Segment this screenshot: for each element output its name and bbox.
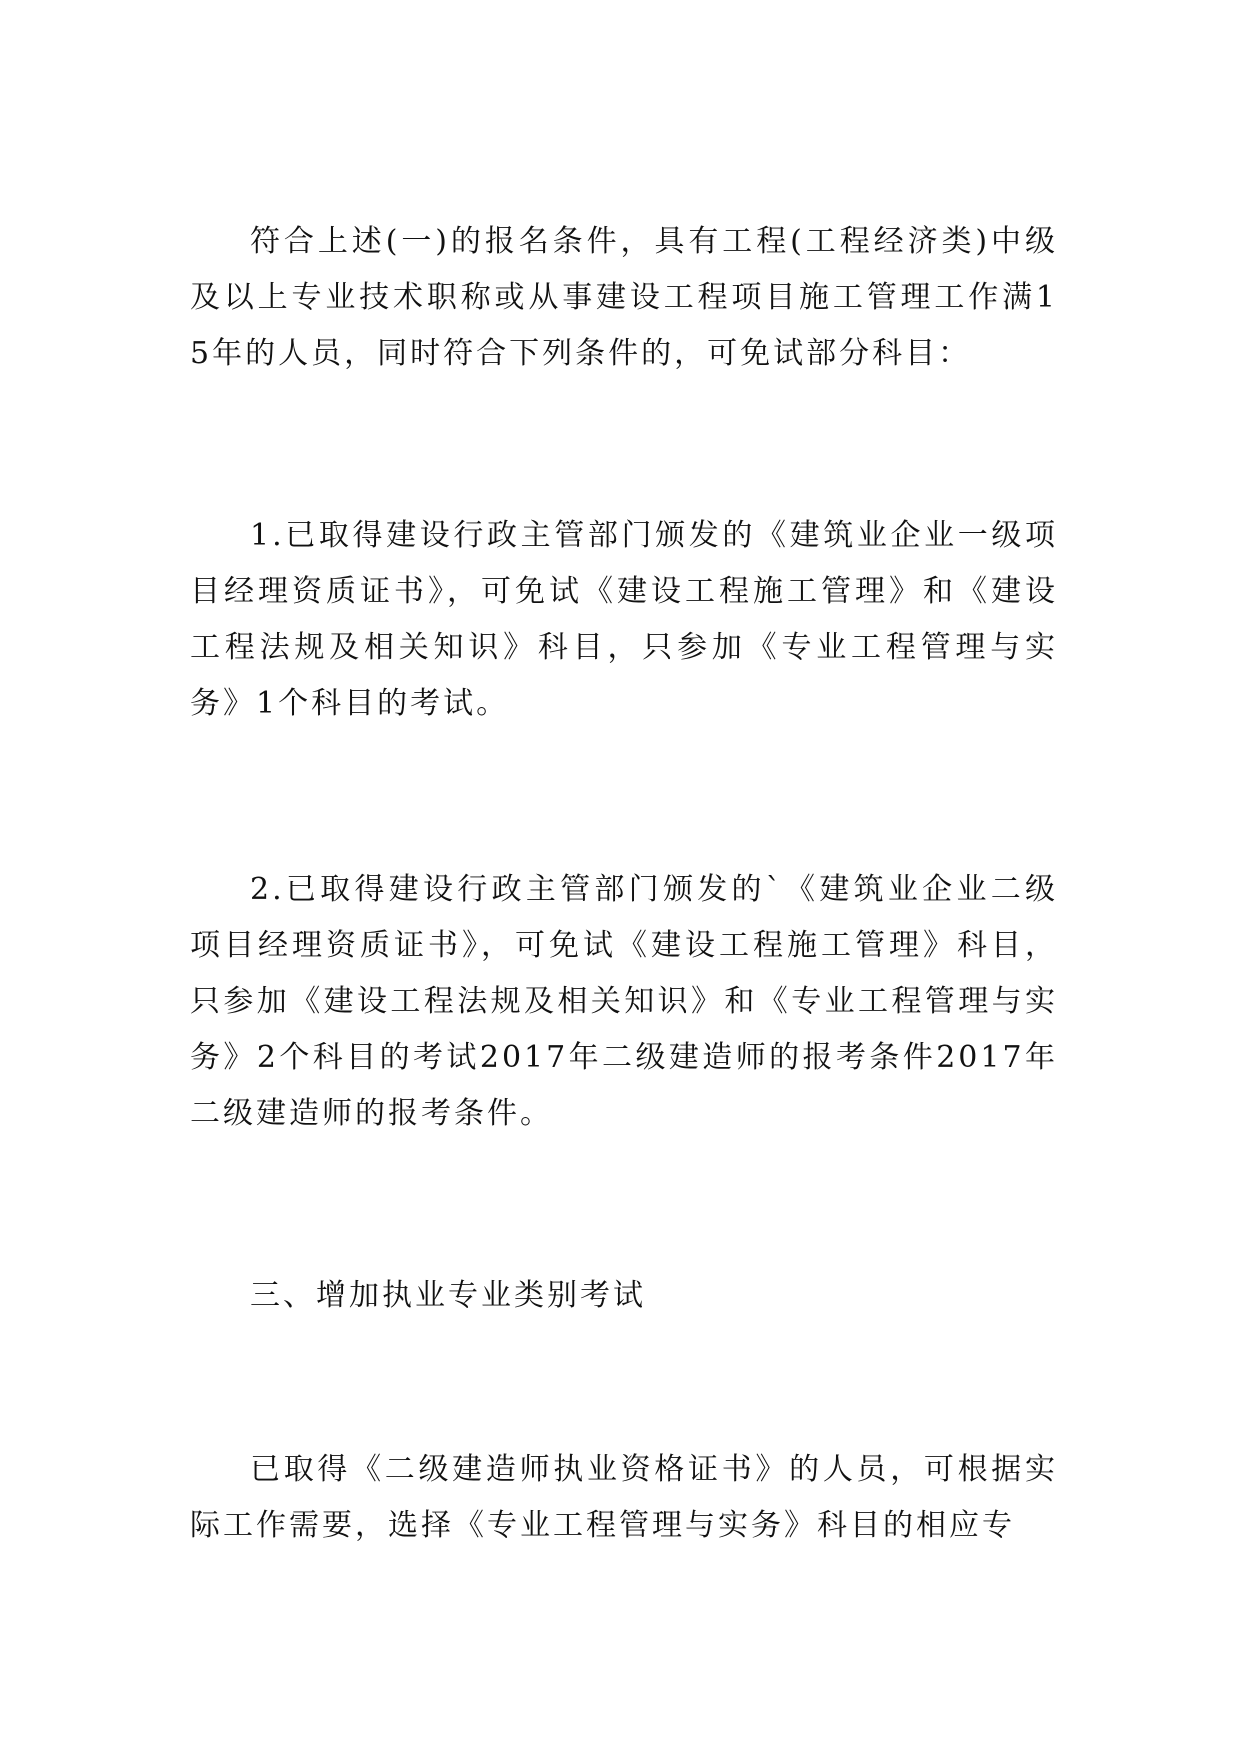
- paragraph-item-2: 2.已取得建设行政主管部门颁发的`《建筑业企业二级项目经理资质证书》，可免试《建设工程施工管理》科目，只参加《建设工程法规及相关知识》和《专业工程管理与实务》2个科目的考试2017年二级建造师的报考条件2017年二级建造师的报考条件。: [190, 872, 1058, 1131]
- section-heading: 三、增加执业专业类别考试: [250, 1278, 646, 1313]
- paragraph-additional-category: 已取得《二级建造师执业资格证书》的人员，可根据实际工作需要，选择《专业工程管理与实务》科目的相应专: [190, 1452, 1058, 1543]
- paragraph-item-1: 1.已取得建设行政主管部门颁发的《建筑业企业一级项目经理资质证书》，可免试《建设工程施工管理》和《建设工程法规及相关知识》科目，只参加《专业工程管理与实务》1个科目的考试。: [190, 518, 1058, 721]
- paragraph-exemption-conditions: 符合上述(一)的报名条件，具有工程(工程经济类)中级及以上专业技术职称或从事建设工程项目施工管理工作满15年的人员，同时符合下列条件的，可免试部分科目：: [190, 224, 1058, 371]
